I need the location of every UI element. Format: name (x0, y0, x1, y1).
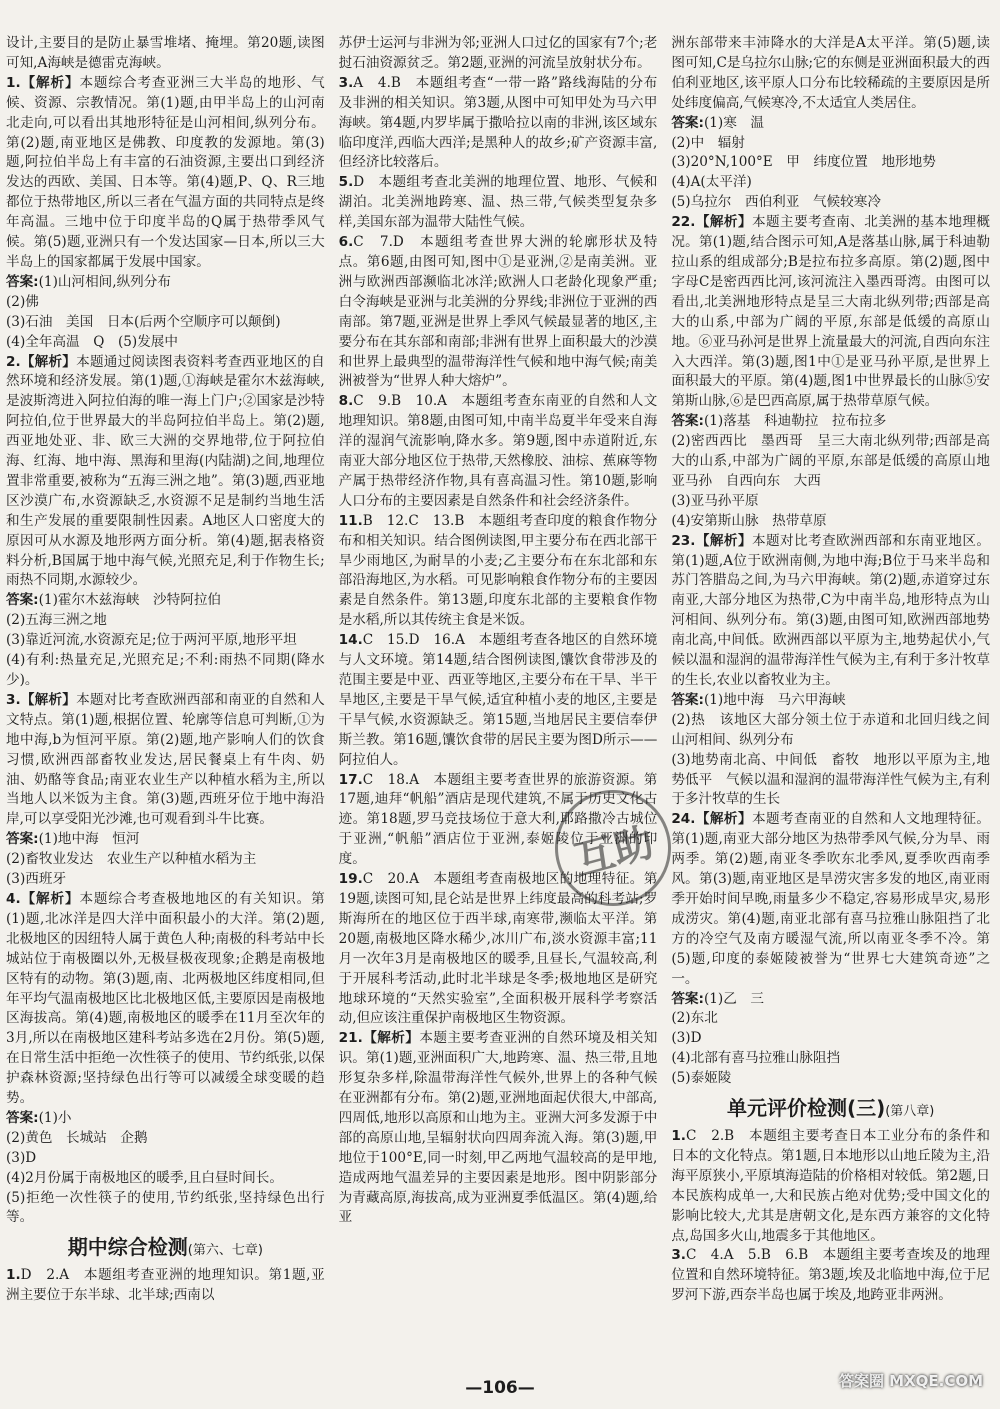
col1-paragraph: 答案:(1)小 (6, 1109, 72, 1126)
col3-paragraph: (3)20°N,100°E 甲 纬度位置 地形地势 (671, 154, 936, 171)
col1-paragraph: 1.【解析】本题综合考查亚洲三大半岛的地形、气候、资源、宗教情况。第(1)题,由甲半岛上的山河南北走向,可以看出其地形特征是山河相间,纵列分布。第(2)题,南亚地区是佛教、印度教的发源地。第(3)题,阿拉伯半岛上有丰富的石油资源,主要出口到经济发达的西欧、美国、日本等。第(4)题,P、Q、R三地都位于热带地区,所以三者在气温方面的共同特点是终年高温。三地中位于印度半岛的Q属于热带季风气候。第(5)题,亚洲只有一个发达国家—日本,所以三大半岛上的国家都属于发展中国家。 (6, 74, 325, 270)
col2-paragraph: 苏伊士运河与非洲为邻;亚洲人口过亿的国家有7个;老挝石油资源贫乏。第2题,亚洲的河流呈放射状分布。 (338, 35, 658, 71)
section-title-sub: (第八章) (885, 1104, 935, 1120)
page-number: —106— (465, 1378, 535, 1398)
col2-paragraph: 8.C 9.B 10.A 本题组考查东南亚的自然和人文地理知识。第8题,由图可知,中南半岛夏半年受来自海洋的湿润气流影响,降水多。第9题,图中赤道附近,东南亚大部分地区位于热带,天然橡胶、油棕、蕉麻等物产属于热带经济作物,具有喜高温习性。第10题,影响人口分布的主要因素是自然条件和社会经济条件。 (338, 393, 658, 509)
col3-paragraph: (3)亚马孙平原 (671, 492, 759, 509)
col2-paragraph: 6.C 7.D 本题组考查世界大洲的轮廓形状及特点。第6题,由图可知,图中①是亚洲,②是南美洲。亚洲与欧洲西部濒临北冰洋;欧洲人口老龄化现象严重;白令海峡是亚洲与北美洲的分界线;非洲位于亚洲的西南部。第7题,亚洲是世界上季风气候最显著的地区,主要分布在其东部和南部;非洲有世界上面积最大的沙漠和世界上最典型的温带海洋性气候和地中海气候;南美洲被誉为“世界人种大熔炉”。 (338, 234, 658, 390)
midterm-title-sub: (第六、七章) (187, 1243, 263, 1259)
col3-paragraph: (3)地势南北高、中间低 畜牧 地形以平原为主,地势低平 气候以温和湿润的温带海洋性气候为主,有利于多汁牧草的生长 (671, 751, 990, 808)
col1-paragraph: (2)黄色 长城站 企鹅 (6, 1129, 148, 1146)
col3-paragraph: 答案:(1)乙 三 (671, 990, 765, 1007)
col2-paragraph: 11.B 12.C 13.B 本题组考查印度的粮食作物分布和相关知识。结合图例读图,甲主要分布在西北部干旱少雨地区,为耐旱的小麦;乙主要分布在东北部和东部沿海地区,为水稻。可见影响粮食作物分布的主要因素是自然条件。第13题,印度东北部的主要粮食作物是水稻,所以其传统主食是米饭。 (338, 512, 658, 629)
col1-paragraph: 答案:(1)山河相间,纵列分布 (6, 273, 171, 290)
col3-paragraph: 23.【解析】本题对比考查欧洲西部和东南亚地区。第(1)题,A位于欧洲南侧,为地中海;B位于马来半岛和苏门答腊岛之间,为马六甲海峡。第(2)题,赤道穿过东南亚,大部分地区为热带,C为中南半岛,地形特点为山河相间、纵列分布。第(3)题,由图可知,欧洲西部地势南北高,中间低。欧洲西部以平原为主,地势起伏小,气候以温和湿润的温带海洋性气候为主,有利于多汁牧草的生长,农业以畜牧业为主。 (671, 532, 990, 688)
col1-paragraph: 答案:(1)地中海 恒河 (6, 831, 140, 848)
col1-paragraph: (4)有利:热量充足,光照充足;不利:雨热不同期(降水少)。 (6, 652, 325, 688)
col1-paragraph: 1.D 2.A 本题组考查亚洲的地理知识。第1题,亚洲主要位于东半球、北半球;西南以 (6, 1267, 325, 1304)
col1-paragraph: (2)五海三洲之地 (6, 612, 107, 629)
col3-paragraph: (2)密西西比 墨西哥 呈三大南北纵列带;西部是高大的山系,中部为广阔的平原,东部是低缓的高原山地 亚马孙 自西向东 大西 (671, 433, 990, 489)
section-title-main: 单元评价检测(三) (726, 1096, 886, 1121)
col3-paragraph: (3)D (671, 1030, 702, 1047)
col2-paragraph: 17.C 18.A 本题组主要考查世界的旅游资源。第17题,迪拜“帆船”酒店是现代建筑,不属于历史文化古迹。第18题,罗马竞技场位于意大利,耶路撒冷古城位于亚洲,“帆船”酒店位于亚洲,泰姬陵位于亚洲的印度。 (338, 771, 658, 868)
col1-paragraph: 2.【解析】本题通过阅读图表资料考查西亚地区的自然环境和经济发展。第(1)题,①海峡是霍尔木兹海峡,是波斯湾进入阿拉伯海的唯一海上门户;②国家是沙特阿拉伯,位于世界最大的半岛阿拉伯半岛上。第(2)题,西亚地处亚、非、欧三大洲的交界地带,位于阿拉伯海、红海、地中海、黑海和里海(内陆湖)之间,地理位置非常重要,被称为“五海三洲之地”。第(3)题,西亚地区沙漠广布,水资源缺乏,水资源不足是制约当地生活和生产发展的重要限制性因素。A地区人口密度大的原因可从水源及地形两方面分析。第(4)题,据表格资料分析,B国属于地中海气候,光照充足,利于作物生长;雨热不同期,水源较少。 (6, 353, 325, 589)
col1-paragraph: 答案:(1)霍尔木兹海峡 沙特阿拉伯 (6, 592, 222, 609)
col3-paragraph: 洲东部带来丰沛降水的大洋是A太平洋。第(5)题,读图可知,C是乌拉尔山脉;它的东侧是亚洲面积最大的西伯利亚地区,该平原人口分布比较稀疏的主要原因是所处纬度偏高,气候寒冷,不太适宜人类居住。 (671, 35, 990, 111)
col3-paragraph: 答案:(1)寒 温 (671, 114, 765, 131)
col1-paragraph: (2)畜牧业发达 农业生产以种植水稻为主 (6, 851, 257, 868)
col3-paragraph: (5)泰姬陵 (671, 1070, 732, 1087)
col3-paragraph: (2)热 该地区大部分领土位于赤道和北回归线之间 山河相间、纵列分布 (671, 711, 990, 748)
col2-paragraph: 21.【解析】本题主要考查亚洲的自然环境及相关知识。第(1)题,亚洲面积广大,地跨寒、温、热三带,且地形复杂多样,除温带海洋性气候外,世界上的各种气候在亚洲都有分布。第(2)题,亚洲地面起伏很大,中部高,四周低,地形以高原和山地为主。亚洲大河多发源于中部的高原山地,呈辐射状向四周奔流入海。第(3)题,甲地位于100°E,同一时刻,甲乙两地气温较高的是甲地,造成两地气温差异的主要因素是地形。图中阴影部分为青藏高原,海拔高,成为亚洲夏季低温区。第(4)题,给亚 (338, 1030, 658, 1226)
col1-paragraph: (4)2月份属于南极地区的暖季,且白昼时间长。 (6, 1169, 283, 1186)
col2-paragraph: 19.C 20.A 本题组考查南极地区的地理特征。第19题,读图可知,昆仑站是世界上纬度最高的科考站;罗斯海所在的地区位于西半球,南寒带,濒临太平洋。第20题,南极地区降水稀少,冰川广布,淡水资源丰富;11月一次年3月是南极地区的暖季,且昼长,气温较高,利于开展科考活动,此时北半球是冬季;极地地区是研究地球环境的“天然实验室”,全面积极开展科学考察活动,但应该注重保护南极地区生物资源。 (338, 871, 658, 1027)
col3-paragraph: 答案:(1)落基 科迪勒拉 拉布拉多 (671, 413, 887, 430)
col1-paragraph: (3)石油 美国 日本(后两个空顺序可以颠倒) (6, 313, 281, 330)
col3-paragraph: (4)安第斯山脉 热带草原 (671, 512, 827, 529)
col1-paragraph: (5)拒绝一次性筷子的使用,节约纸张,坚持绿色出行等。 (6, 1189, 325, 1226)
col2-paragraph: 3.A 4.B 本题组考查“一带一路”路线海陆的分布及非洲的相关知识。第3题,从图中可知甲处为马六甲海峡。第4题,内罗毕属于撒哈拉以南的非洲,该区域东临印度洋,西临大西洋;是黑种人的故乡;矿产资源丰富,但经济比较落后。 (338, 74, 658, 171)
col3-paragraph: 24.【解析】本题考查南亚的自然和人文地理特征。第(1)题,南亚大部分地区为热带季风气候,分为旱、雨两季。第(2)题,南亚冬季吹东北季风,夏季吹西南季风。第(3)题,南亚地区是旱涝灾害多发的地区,南亚雨季开始时间早晚,雨量多少不稳定,容易形成旱灾,易形成涝灾。第(4)题,南亚北部有喜马拉雅山脉阻挡了北方的冷空气及南方暖湿气流,所以南亚冬季不冷。第(5)题,印度的泰姬陵被誉为“世界七大建筑奇迹”之一。 (671, 811, 990, 987)
watermark-logo: 答案圈 MXQE.COM (838, 1371, 984, 1390)
col3-paragraph: 答案:(1)地中海 马六甲海峡 (671, 691, 846, 708)
col3-paragraph: (4)北部有喜马拉雅山脉阻挡 (671, 1050, 841, 1067)
col3-paragraph: (4)A(太平洋) (671, 174, 752, 191)
midterm-title (6, 1234, 325, 1264)
col1-paragraph: (2)佛 (6, 293, 39, 310)
column-3 (671, 34, 990, 1364)
col2-paragraph: 14.C 15.D 16.A 本题组考查各地区的自然环境与人文环境。第14题,结合图例读图,馕饮食带涉及的范围主要是中亚、西亚等地区,主要分布在干旱、半干旱地区,主要是干旱气候,适宜种植小麦的地区,主要是干旱气候,水资源缺乏。第15题,当地居民主要信奉伊斯兰教。第16题,馕饮食带的居民主要为图D所示——阿拉伯人。 (338, 632, 658, 768)
col3-paragraph: 22.【解析】本题主要考查南、北美洲的基本地理概况。第(1)题,结合图示可知,A是落基山脉,属于科迪勒拉山系的组成部分;B是拉布拉多高原。第(2)题,图中字母C是密西西比河,该河流注入墨西哥湾。由图可以看出,北美洲地形特点是呈三大南北纵列带;西部是高大的山系,中部为广阔的平原,东部是低缓的高原山地。⑥亚马孙河是世界上流量最大的河流,自西向东注入大西洋。第(3)题,图1中①是亚马孙平原,是世界上面积最大的平原。第(4)题,图1中世界最长的山脉⑤安第斯山脉,⑥是巴西高原,属于热带草原气候。 (671, 214, 990, 410)
column-1 (6, 34, 325, 1364)
stamp-text: 互助 (569, 818, 659, 884)
midterm-title-main: 期中综合检测 (67, 1235, 188, 1260)
col3-paragraph: 1.C 2.B 本题组主要考查日本工业分布的条件和日本的文化特点。第1题,日本地形以山地丘陵为主,沿海平原狭小,平原填海造陆的价格相对较低。第2题,日本民族构成单一,大和民族占绝对优势;受中国文化的影响比较大,尤其是唐朝文化,是东西方兼容的文化特点,岛国多火山,地震多于其他地区。 (671, 1128, 990, 1244)
col1-paragraph: (3)D (6, 1149, 37, 1166)
col3-paragraph: (2)中 辐射 (671, 134, 745, 151)
col3-paragraph: 3.C 4.A 5.B 6.B 本题组主要考查埃及的地理位置和自然环境特征。第3题,埃及北临地中海,位于尼罗河下游,西奈半岛也属于埃及,地跨亚非两洲。 (671, 1247, 990, 1304)
col1-paragraph: (3)西班牙 (6, 871, 67, 888)
col3-paragraph: (5)乌拉尔 西伯利亚 气候较寒冷 (671, 194, 881, 211)
col1-paragraph: 3.【解析】本题对比考查欧洲西部和南亚的自然和人文特点。第(1)题,根据位置、轮廓等信息可判断,①为地中海,b为恒河平原。第(2)题,地产影响人们的饮食习惯,欧洲西部畜牧业发达,居民餐桌上有牛肉、奶油、奶酪等食品;南亚农业生产以种植水稻为主,所以当地人以米饭为主食。第(3)题,西班牙位于地中海沿岸,可以享受阳光沙滩,也可观看到斗牛比赛。 (6, 691, 325, 828)
section-title (671, 1095, 990, 1125)
col1-paragraph: (4)全年高温 Q (5)发展中 (6, 333, 178, 350)
col2-paragraph: 5.D 本题组考查北美洲的地理位置、地形、气候和湖泊。北美洲地跨寒、温、热三带,气候类型复杂多样,美国东部为温带大陆性气候。 (338, 174, 658, 231)
col1-paragraph: 设计,主要目的是防止暴雪堆堵、掩埋。第20题,读图可知,A海峡是德雷克海峡。 (6, 35, 325, 71)
column-2 (339, 34, 658, 1364)
col1-paragraph: 4.【解析】本题综合考查极地地区的有关知识。第(1)题,北冰洋是四大洋中面积最小的大洋。第(2)题,北极地区的因纽特人属于黄色人种;南极的科考站中长城站位于南极圈以外,无极昼极夜现象;企鹅是南极地区特有的动物。第(3)题,南、北两极地区纬度相同,但年平均气温南极地区比北极地区低,主要原因是南极地区海拔高。第(4)题,南极地区的暖季在11月至次年的3月,所以在南极地区建科考站多选在2月份。第(5)题,在日常生活中拒绝一次性筷子的使用、节约纸张,以保护森林资源;坚持绿色出行等可以减缓全球变暖的趋势。 (6, 890, 325, 1107)
columns (6, 34, 990, 1364)
col1-paragraph: (3)靠近河流,水资源充足;位于两河平原,地形平坦 (6, 632, 297, 649)
col3-paragraph: (2)东北 (671, 1010, 718, 1027)
